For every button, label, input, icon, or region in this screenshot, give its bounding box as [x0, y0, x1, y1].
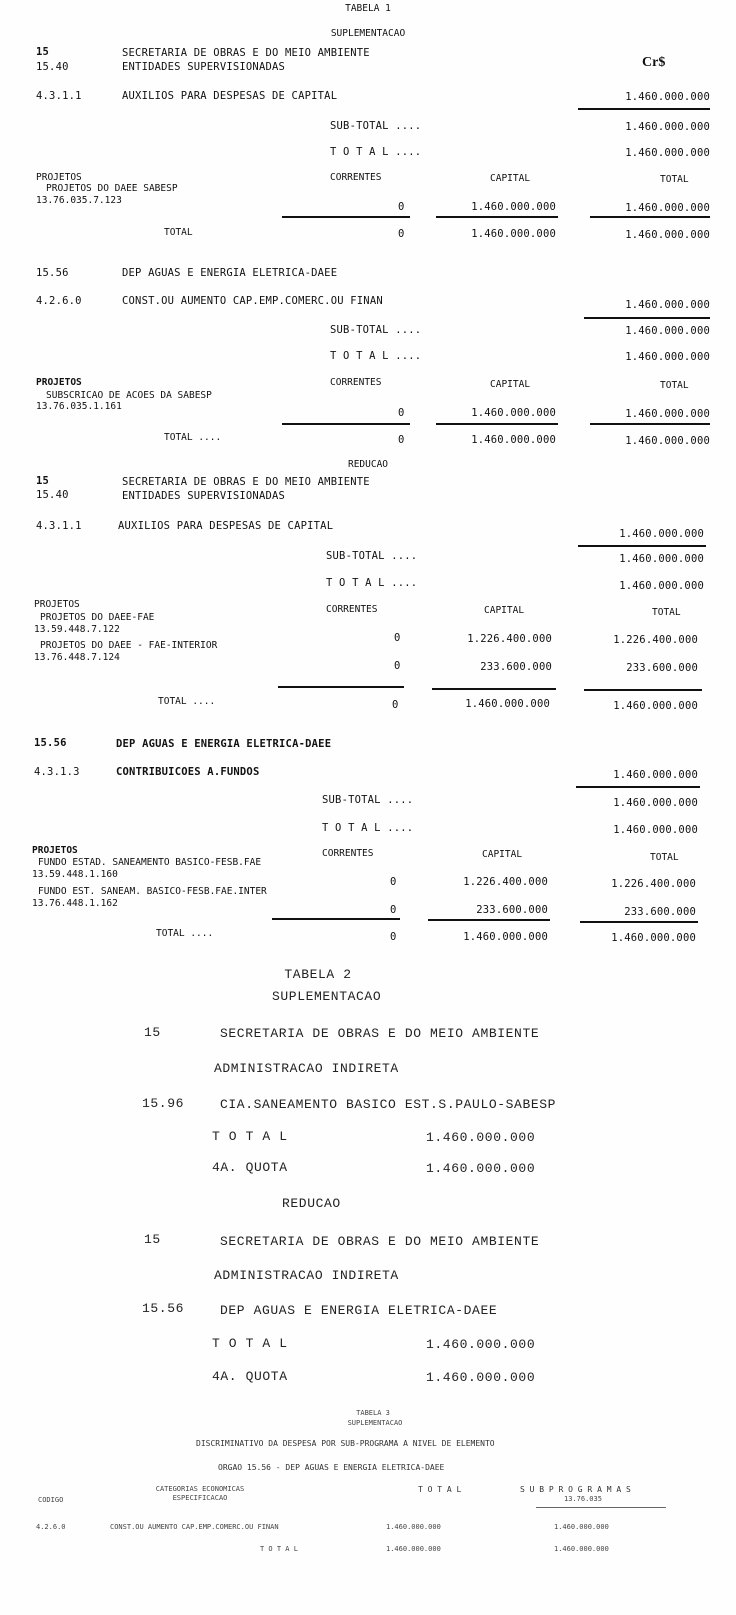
total-value: 1.460.000.000	[625, 351, 710, 363]
rule	[590, 216, 710, 218]
quota-value: 1.460.000.000	[426, 1161, 536, 1176]
total-capital: 1.460.000.000	[471, 228, 556, 240]
total-capital: 1.460.000.000	[463, 931, 548, 943]
section-heading: SUPLEMENTACAO	[330, 28, 406, 39]
project-code: 13.59.448.1.160	[32, 869, 118, 880]
col-correntes: CORRENTES	[330, 377, 382, 388]
project-capital: 233.600.000	[476, 904, 548, 916]
total-correntes: 0	[398, 434, 405, 446]
item-description: AUXILIOS PARA DESPESAS DE CAPITAL	[118, 520, 334, 532]
org-code: 15	[36, 46, 50, 58]
total-value: 1.460.000.000	[426, 1337, 536, 1352]
project-correntes: 0	[394, 632, 401, 644]
item-code: 4.2.6.0	[36, 295, 82, 307]
col-total: TOTAL	[652, 607, 681, 618]
rule	[590, 423, 710, 425]
row-subprograma: 1.460.000.000	[554, 1523, 609, 1531]
total-label: T O T A L ....	[326, 577, 418, 589]
col-total: T O T A L	[418, 1485, 462, 1494]
total-label: TOTAL ....	[164, 432, 222, 443]
org-name: SECRETARIA DE OBRAS E DO MEIO AMBIENTE	[220, 1234, 540, 1249]
subtotal-label: SUB-TOTAL ....	[322, 794, 414, 806]
rule	[278, 686, 404, 688]
subtotal-value: 1.460.000.000	[619, 553, 704, 565]
unit-name: CIA.SANEAMENTO BASICO EST.S.PAULO-SABESP	[220, 1097, 557, 1112]
project-total: 233.600.000	[626, 662, 698, 674]
rule	[584, 317, 710, 319]
subtotal-value: 1.460.000.000	[625, 121, 710, 133]
col-total: TOTAL	[660, 174, 689, 185]
item-value: 1.460.000.000	[613, 769, 698, 781]
total-total: 1.460.000.000	[625, 229, 710, 241]
item-code: 4.3.1.1	[36, 90, 82, 102]
rule	[436, 216, 558, 218]
total-label: T O T A L	[212, 1129, 288, 1144]
col-categorias: CATEGORIAS ECONOMICAS	[155, 1485, 245, 1493]
projects-label: PROJETOS	[36, 172, 82, 183]
rule	[272, 918, 400, 920]
org-name: SECRETARIA DE OBRAS E DO MEIO AMBIENTE	[122, 476, 370, 488]
table-title: TABELA 1	[345, 3, 391, 14]
total-total: 1.460.000.000	[386, 1545, 441, 1553]
total-subprograma: 1.460.000.000	[554, 1545, 609, 1553]
org-code: 15	[36, 475, 50, 487]
admin-label: ADMINISTRACAO INDIRETA	[214, 1061, 399, 1076]
quota-value: 1.460.000.000	[426, 1370, 536, 1385]
project-correntes: 0	[398, 407, 405, 419]
rule	[282, 423, 410, 425]
total-capital: 1.460.000.000	[465, 698, 550, 710]
project-correntes: 0	[394, 660, 401, 672]
projects-label: PROJETOS	[34, 599, 80, 610]
unit-code: 15.56	[34, 737, 67, 749]
project-name: PROJETOS DO DAEE-FAE	[40, 612, 155, 623]
row-code: 4.2.6.0	[36, 1523, 66, 1531]
item-description: CONTRIBUICOES A.FUNDOS	[116, 766, 260, 778]
section-heading: REDUCAO	[282, 1196, 341, 1211]
unit-code: 15.56	[36, 267, 69, 279]
project-name: PROJETOS DO DAEE SABESP	[46, 183, 178, 194]
table-title: TABELA 2	[284, 967, 352, 982]
rule	[536, 1507, 666, 1508]
admin-label: ADMINISTRACAO INDIRETA	[214, 1268, 399, 1283]
section-heading: REDUCAO	[347, 459, 389, 470]
total-value: 1.460.000.000	[426, 1130, 536, 1145]
project-code: 13.59.448.7.122	[34, 624, 120, 635]
orgao-line: ORGAO 15.56 - DEP AGUAS E ENERGIA ELETRICA-DAEE	[218, 1463, 445, 1472]
project-capital: 1.460.000.000	[471, 201, 556, 213]
rule	[432, 688, 556, 690]
project-correntes: 0	[398, 201, 405, 213]
total-correntes: 0	[390, 931, 397, 943]
project-name: FUNDO ESTAD. SANEAMENTO BASICO-FESB.FAE	[38, 857, 262, 868]
col-capital: CAPITAL	[490, 379, 531, 390]
total-total: 1.460.000.000	[611, 932, 696, 944]
project-correntes: 0	[390, 876, 397, 888]
total-label: TOTAL ....	[156, 928, 214, 939]
subtotal-label: SUB-TOTAL ....	[326, 550, 418, 562]
unit-code: 15.56	[142, 1301, 185, 1316]
org-name: SECRETARIA DE OBRAS E DO MEIO AMBIENTE	[220, 1026, 540, 1041]
project-code: 13.76.448.1.162	[32, 898, 118, 909]
subtotal-value: 1.460.000.000	[613, 797, 698, 809]
projects-label: PROJETOS	[36, 377, 82, 388]
item-code: 4.3.1.3	[34, 766, 80, 778]
section-heading: SUPLEMENTACAO	[347, 1419, 403, 1427]
project-code: 13.76.035.7.123	[36, 195, 122, 206]
row-total: 1.460.000.000	[386, 1523, 441, 1531]
rule	[578, 108, 710, 110]
col-codigo: CODIGO	[38, 1496, 64, 1504]
unit-code: 15.40	[36, 489, 69, 501]
unit-name: DEP AGUAS E ENERGIA ELETRICA-DAEE	[122, 267, 338, 279]
total-value: 1.460.000.000	[625, 147, 710, 159]
total-label: T O T A L ....	[322, 822, 414, 834]
project-name: SUBSCRICAO DE ACOES DA SABESP	[46, 390, 212, 401]
org-code: 15	[144, 1025, 161, 1040]
project-name: FUNDO EST. SANEAM. BASICO-FESB.FAE.INTER	[38, 886, 267, 897]
project-total: 1.460.000.000	[625, 408, 710, 420]
rule	[578, 545, 706, 547]
item-description: AUXILIOS PARA DESPESAS DE CAPITAL	[122, 90, 338, 102]
subtotal-label: SUB-TOTAL ....	[330, 324, 422, 336]
table-description: DISCRIMINATIVO DA DESPESA POR SUB-PROGRAMA A NIVEL DE ELEMENTO	[196, 1439, 495, 1448]
subtotal-value: 1.460.000.000	[625, 325, 710, 337]
project-code: 13.76.035.1.161	[36, 401, 122, 412]
currency-label: Cr$	[642, 55, 666, 70]
section-heading: SUPLEMENTACAO	[272, 989, 382, 1004]
project-code: 13.76.448.7.124	[34, 652, 120, 663]
total-capital: 1.460.000.000	[471, 434, 556, 446]
unit-code: 15.96	[142, 1096, 185, 1111]
quota-label: 4A. QUOTA	[212, 1160, 288, 1175]
col-subprogramas: S U B P R O G R A M A S	[520, 1485, 631, 1494]
col-capital: CAPITAL	[490, 173, 531, 184]
project-capital: 1.226.400.000	[467, 633, 552, 645]
project-total: 1.226.400.000	[611, 878, 696, 890]
project-name: PROJETOS DO DAEE - FAE-INTERIOR	[40, 640, 218, 651]
project-total: 1.460.000.000	[625, 202, 710, 214]
project-capital: 233.600.000	[480, 661, 552, 673]
total-correntes: 0	[392, 699, 399, 711]
total-value: 1.460.000.000	[619, 580, 704, 592]
unit-name: DEP AGUAS E ENERGIA ELETRICA-DAEE	[116, 738, 332, 750]
col-correntes: CORRENTES	[322, 848, 374, 859]
rule	[580, 921, 698, 923]
col-total: TOTAL	[650, 852, 679, 863]
org-name: SECRETARIA DE OBRAS E DO MEIO AMBIENTE	[122, 47, 370, 59]
rule	[282, 216, 410, 218]
item-value: 1.460.000.000	[619, 528, 704, 540]
unit-name: DEP AGUAS E ENERGIA ELETRICA-DAEE	[220, 1303, 498, 1318]
item-value: 1.460.000.000	[625, 299, 710, 311]
row-description: CONST.OU AUMENTO CAP.EMP.COMERC.OU FINAN	[110, 1523, 279, 1531]
col-subprograma-code: 13.76.035	[564, 1495, 602, 1503]
org-code: 15	[144, 1232, 161, 1247]
item-code: 4.3.1.1	[36, 520, 82, 532]
total-total: 1.460.000.000	[613, 700, 698, 712]
unit-code: 15.40	[36, 61, 69, 73]
project-capital: 1.460.000.000	[471, 407, 556, 419]
unit-name: ENTIDADES SUPERVISIONADAS	[122, 61, 286, 73]
col-capital: CAPITAL	[482, 849, 523, 860]
total-label: T O T A L ....	[330, 146, 422, 158]
total-total: 1.460.000.000	[625, 435, 710, 447]
item-value: 1.460.000.000	[625, 91, 710, 103]
col-correntes: CORRENTES	[326, 604, 378, 615]
unit-name: ENTIDADES SUPERVISIONADAS	[122, 490, 286, 502]
item-description: CONST.OU AUMENTO CAP.EMP.COMERC.OU FINAN	[122, 295, 383, 307]
total-correntes: 0	[398, 228, 405, 240]
projects-label: PROJETOS	[32, 845, 78, 856]
project-total: 1.226.400.000	[613, 634, 698, 646]
quota-label: 4A. QUOTA	[212, 1369, 288, 1384]
total-label: T O T A L	[260, 1545, 298, 1553]
project-correntes: 0	[390, 904, 397, 916]
total-label: TOTAL ....	[158, 696, 216, 707]
total-value: 1.460.000.000	[613, 824, 698, 836]
rule	[584, 689, 702, 691]
project-total: 233.600.000	[624, 906, 696, 918]
col-correntes: CORRENTES	[330, 172, 382, 183]
col-total: TOTAL	[660, 380, 689, 391]
total-label: TOTAL	[164, 227, 193, 238]
total-label: T O T A L	[212, 1336, 288, 1351]
col-especificacao: ESPECIFICACAO	[172, 1494, 228, 1502]
total-label: T O T A L ....	[330, 350, 422, 362]
project-capital: 1.226.400.000	[463, 876, 548, 888]
rule	[576, 786, 700, 788]
col-capital: CAPITAL	[484, 605, 525, 616]
subtotal-label: SUB-TOTAL ....	[330, 120, 422, 132]
rule	[436, 423, 558, 425]
table-title: TABELA 3	[356, 1409, 390, 1417]
rule	[428, 919, 550, 921]
